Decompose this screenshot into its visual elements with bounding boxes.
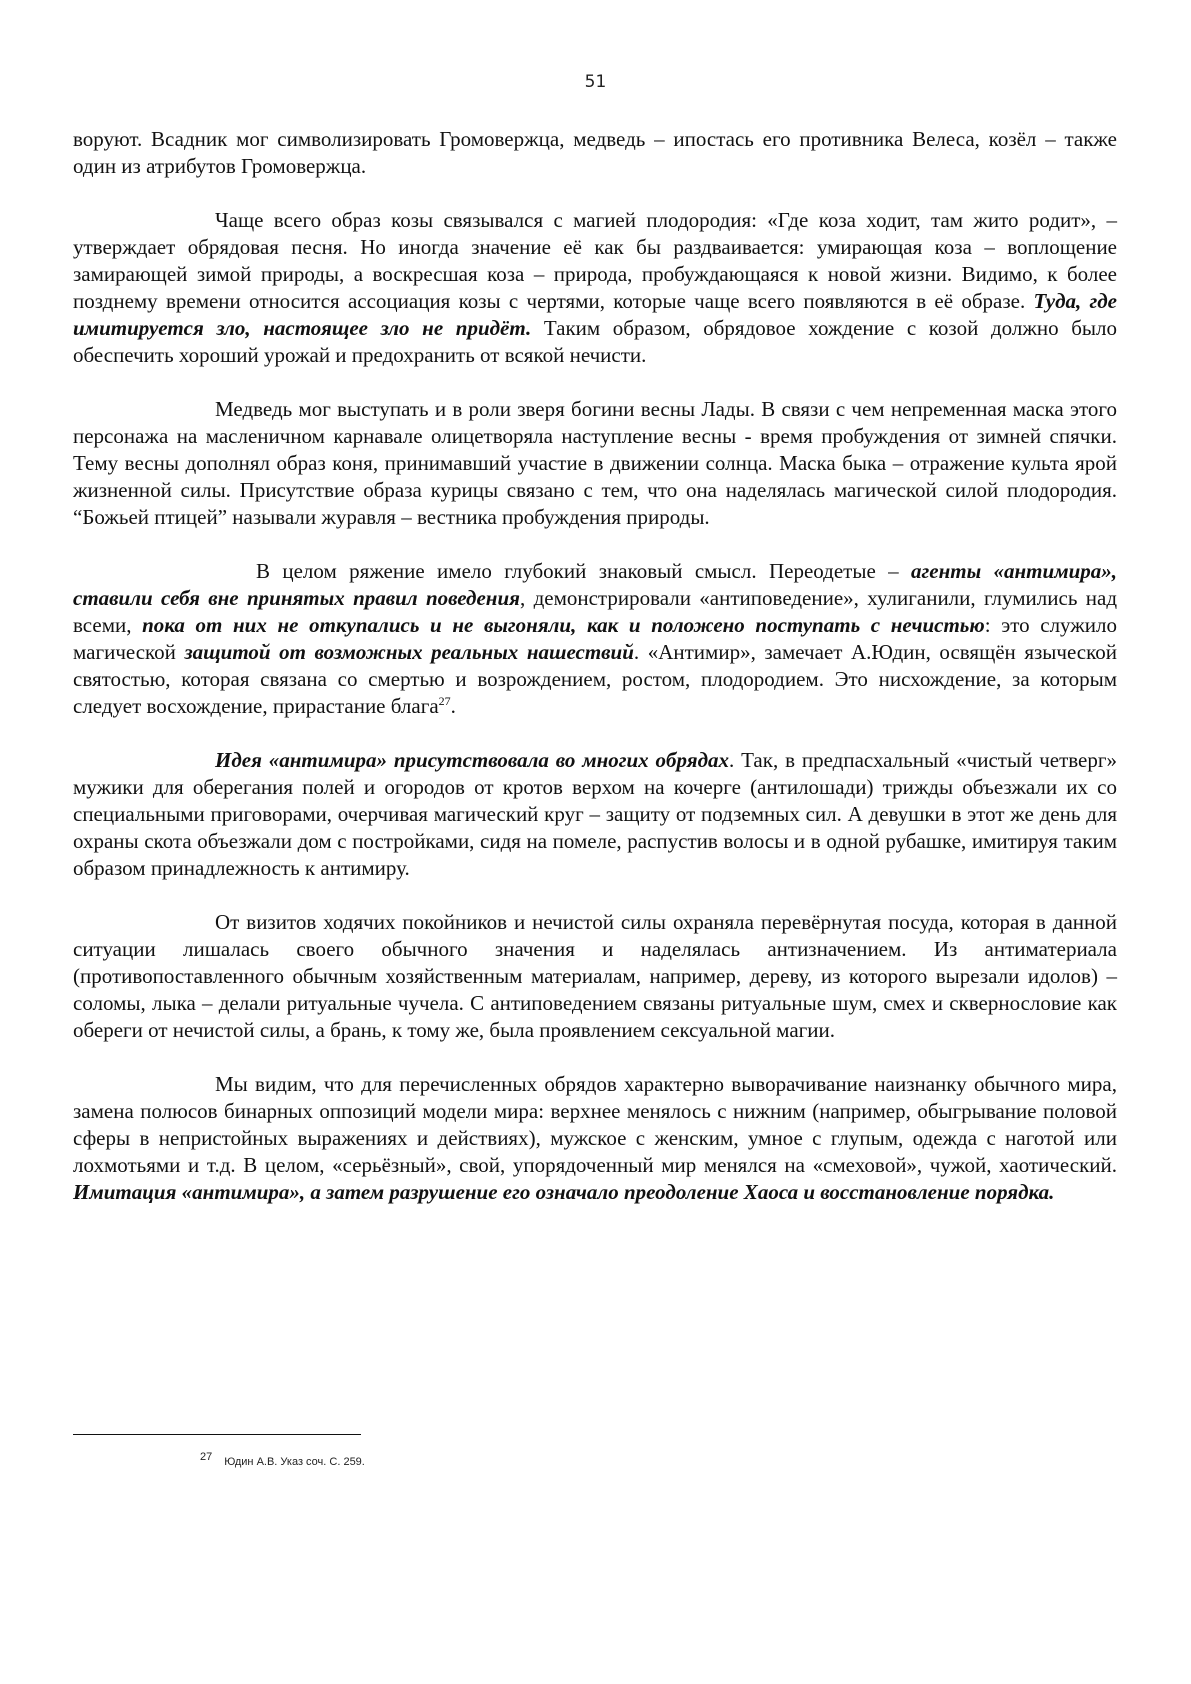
paragraph-2 (73, 396, 1117, 531)
footnote-mark: 27 (200, 1451, 213, 1463)
paragraph-1-text-2: Таким образом, обрядовое хождение с козой должно было обеспечить хороший урожай и предохранить от всякой нечисти. (73, 316, 1117, 367)
paragraph-3-text-3: : это служило магической (73, 613, 1118, 664)
paragraph-3-text: В целом ряжение имело глубокий знаковый смысл. Переодетые – (256, 559, 912, 583)
paragraph-3-emphasis-1: агенты «антимира», ставили себя вне принятых правил поведения (73, 559, 1118, 610)
paragraph-6-emphasis: Имитация «антимира», а затем разрушение его означало преодоление Хаоса и восстановление порядка. (73, 1180, 1055, 1204)
paragraph-3-emphasis-2: пока от них не откупались и не выгоняли, как и положено поступать с нечистью (142, 613, 985, 637)
paragraph-4 (73, 747, 1117, 882)
main-text (73, 126, 1117, 1233)
paragraph-2-text: Медведь мог выступать и в роли зверя богини весны Лады. В связи с чем непременная маска этого персонажа на масленичном карнавале олицетворяла наступление весны - время пробуждения от зимней спячки. Тему весны дополнял образ коня, принимавший участие в движении солнца. Маска быка – отражение культа ярой жизненной силы. Присутствие образа курицы связано с тем, что она наделялась магической силой плодородия. “Божьей птицей” называли журавля – вестника пробуждения природы. (73, 397, 1117, 529)
paragraph-4-text: . Так, в предпасхальный «чистый четверг» мужики для оберегания полей и огородов от кротов верхом на кочерге (антилошади) трижды объезжали их со специальными приговорами, очерчивая магический круг – защиту от подземных сил. А девушки в этот же день для охраны скота объезжали дом с постройками, сидя на помеле, распустив волосы и в одной рубашке, имитируя таким образом принадлежность к антимиру. (73, 748, 1117, 880)
page-number: 51 (584, 72, 607, 92)
footnote-separator (73, 1434, 361, 1435)
paragraph-5-text: От визитов ходячих покойников и нечистой силы охраняла перевёрнутая посуда, которая в данной ситуации лишалась своего обычного значения и наделялась антизначением. Из антиматериала (противопоставленного обычным хозяйственным материалам, например, дереву, из которого вырезали идолов) – соломы, лыка – делали ритуальные чучела. С антиповедением связаны ритуальные шум, смех и сквернословие как обереги от нечистой силы, а брань, к тому же, была проявлением сексуальной магии. (73, 910, 1117, 1042)
paragraph-0 (73, 126, 1117, 180)
paragraph-1 (73, 207, 1117, 369)
paragraph-0-text: воруют. Всадник мог символизировать Громовержца, медведь – ипостась его противника Велеса, козёл – также один из атрибутов Громовержца. (73, 127, 1117, 178)
footnote (200, 1451, 365, 1468)
paragraph-6 (73, 1071, 1117, 1206)
paragraph-6-text: Мы видим, что для перечисленных обрядов характерно выворачивание наизнанку обычного мира, замена полюсов бинарных оппозиций модели мира: верхнее менялось с нижним (например, обыгрывание половой сферы в непристойных выражениях и действиях), мужское с женским, умное с глупым, одежда с наготой или лохмотьями и т.д. В целом, «серьёзный», свой, упорядоченный мир менялся на «смеховой», чужой, хаотический. (73, 1072, 1117, 1177)
footnote-text: Юдин А.В. Указ соч. С. 259. (224, 1456, 365, 1468)
paragraph-3-text-4: . «Антимир», замечает А.Юдин, освящён языческой святостью, которая связана со смертью и возрождением, ростом, плодородием. Это нисхождение, за которым следует восхождение, прирастание блага (73, 640, 1118, 718)
paragraph-3-text-5: . (450, 694, 456, 718)
paragraph-1-emphasis: Туда, где имитируется зло, настоящее зло не придёт. (73, 289, 1117, 340)
paragraph-3 (73, 558, 1117, 720)
paragraph-4-emphasis: Идея «антимира» присутствовала во многих обрядах (215, 748, 729, 772)
paragraph-5 (73, 909, 1117, 1044)
paragraph-1-text: Чаще всего образ козы связывался с магией плодородия: «Где коза ходит, там жито родит», – утверждает обрядовая песня. Но иногда значение её как бы раздваивается: умирающая коза – воплощение замирающей зимой природы, а воскресшая коза – природа, пробуждающаяся к новой жизни. Видимо, к более позднему времени относится ассоциация козы с чертями, которые чаще всего появляются в её образе. (73, 208, 1117, 313)
paragraph-3-emphasis-3: защитой от возможных реальных нашествий (184, 640, 634, 664)
footnote-reference[interactable]: 27 (438, 694, 451, 708)
paragraph-3-text-2: , демонстрировали «антиповедение», хулиганили, глумились над всеми, (73, 586, 1117, 637)
